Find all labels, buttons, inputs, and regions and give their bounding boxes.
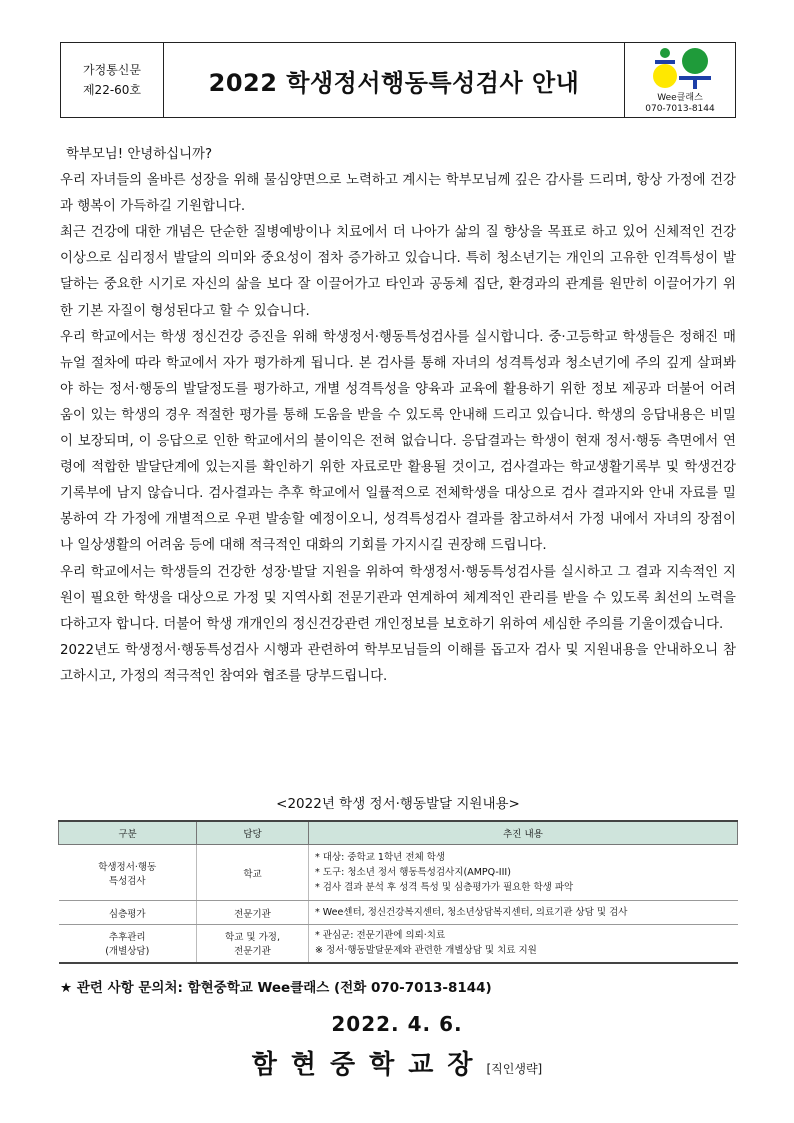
table-row	[59, 925, 738, 963]
doc-number: 제22-60호	[82, 83, 142, 97]
org-phone: 070-7013-8144	[645, 104, 715, 114]
paragraph: 우리 자녀들의 올바른 성장을 위해 물심양면으로 노력하고 계시는 학부모님께 깊은 감사를 드리며, 항상 가정에 건강과 행복이 가득하길 기원합니다.	[60, 173, 736, 215]
row-owner: 전문기관	[197, 901, 309, 925]
col-header-owner: 담당	[197, 821, 309, 845]
header-box	[60, 42, 736, 118]
row-owner: 학교	[197, 845, 309, 901]
issue-date: 2022. 4. 6.	[331, 1012, 463, 1036]
wee-class-info	[624, 43, 735, 117]
contact-line: ★ 관련 사항 문의처: 함현중학교 Wee클래스 (전화 070-7013-8144)	[60, 980, 492, 996]
seal-note: [직인생략]	[486, 1062, 543, 1076]
row-category: 심층평가	[59, 901, 197, 925]
support-table	[58, 820, 738, 964]
paragraph: 2022년도 학생정서·행동특성검사 시행과 관련하여 학부모님들의 이해를 돕고자 검사 및 지원내용을 안내하오니 참고하시고, 가정의 적극적인 참여와 협조를 당부드립니다.	[60, 642, 736, 684]
org-name: Wee클래스	[657, 93, 703, 103]
row-owner: 학교 및 가정, 전문기관	[197, 925, 309, 963]
paragraph: 우리 학교에서는 학생들의 건강한 성장·발달 지원을 위하여 학생정서·행동특성검사를 실시하고 그 결과 지속적인 지원이 필요한 학생을 대상으로 가정 및 지역사회 전문기관과 연계하여 체계적인 관리를 받을 수 있도록 최선의 노력을 다하고자 합니다. 더불어 학생 개개인의 정신건강관련 개인정보를 보호하기 위하여 세심한 주의를 기울이겠습니다.	[60, 564, 736, 632]
paragraph: 최근 건강에 대한 개념은 단순한 질병예방이나 치료에서 더 나아가 삶의 질 향상을 목표로 하고 있어 신체적인 건강 이상으로 심리정서 발달의 의미와 중요성이 점차 증가하고 있습니다. 특히 청소년기는 개인의 고유한 인격특성이 발달하는 중요한 시기로 자신의 삶을 보다 잘 이끌어가고 타인과 공동체 집단, 환경과의 관계를 원만히 이끌어가기 위한 기본 자질이 형성된다고 할 수 있습니다.	[60, 225, 736, 319]
letter-body	[60, 142, 736, 690]
page-title: 2022 학생정서행동특성검사 안내	[208, 68, 580, 97]
table-row	[59, 845, 738, 901]
greeting: 학부모님! 안녕하십니까?	[66, 147, 213, 162]
doc-type: 가정통신문	[83, 63, 141, 77]
row-content: * 관심군: 전문기관에 의뢰·치료 ※ 정서·행동발달문제와 관련한 개별상담 및 치료 지원	[309, 925, 738, 963]
wee-logo-icon	[635, 45, 725, 91]
doc-info	[61, 43, 164, 117]
table-row	[59, 901, 738, 925]
row-category: 추후관리 (개별상담)	[59, 925, 197, 963]
signature-block	[0, 1044, 794, 1081]
row-category: 학생정서·행동 특성검사	[59, 845, 197, 901]
paragraph: 우리 학교에서는 학생 정신건강 증진을 위해 학생정서·행동특성검사를 실시합니다. 중·고등학교 학생들은 정해진 매뉴얼 절차에 따라 학교에서 자가 평가하게 됩니다. 본 검사를 통해 자녀의 성격특성과 청소년기에 주의 깊게 살펴봐야 하는 정서·행동의 발달정도를 평가하고, 개별 성격특성을 양육과 교육에 활용하기 위한 정보 제공과 더불어 어려움이 있는 학생의 경우 적절한 평가를 통해 도움을 받을 수 있도록 안내해 드리고 있습니다. 학생의 응답내용은 비밀이 보장되며, 이 응답으로 인한 학교에서의 불이익은 전혀 없습니다. 응답결과는 학생이 현재 정서·행동 측면에서 연령에 적합한 발달단계에 있는지를 확인하기 위한 자료로만 활용될 것이고, 검사결과는 학교생활기록부 및 학생건강기록부에 남지 않습니다. 검사결과는 추후 학교에서 일률적으로 전체학생을 대상으로 검사 결과지와 안내 자료를 밀봉하여 각 가정에 개별적으로 우편 발송할 예정이오니, 성격특성검사 결과를 참고하셔서 가정 내에서 자녀의 장점이나 일상생활의 어려움 등에 대해 적극적인 대화의 기회를 가지시길 권장해 드립니다.	[60, 329, 736, 554]
row-content: * 대상: 중학교 1학년 전체 학생 * 도구: 청소년 정서 행동특성검사지(AMPQ-III) * 검사 결과 분석 후 성격 특성 및 심층평가가 필요한 학생 파악	[309, 845, 738, 901]
table-caption: <2022년 학생 정서·행동발달 지원내용>	[276, 796, 520, 812]
row-content: * Wee센터, 정신건강복지센터, 청소년상담복지센터, 의료기관 상담 및 검사	[309, 901, 738, 925]
principal-title: 함현중학교장	[251, 1050, 487, 1080]
col-header-content: 추진 내용	[309, 821, 738, 845]
col-header-category: 구분	[59, 821, 197, 845]
table-header-row	[59, 821, 738, 845]
